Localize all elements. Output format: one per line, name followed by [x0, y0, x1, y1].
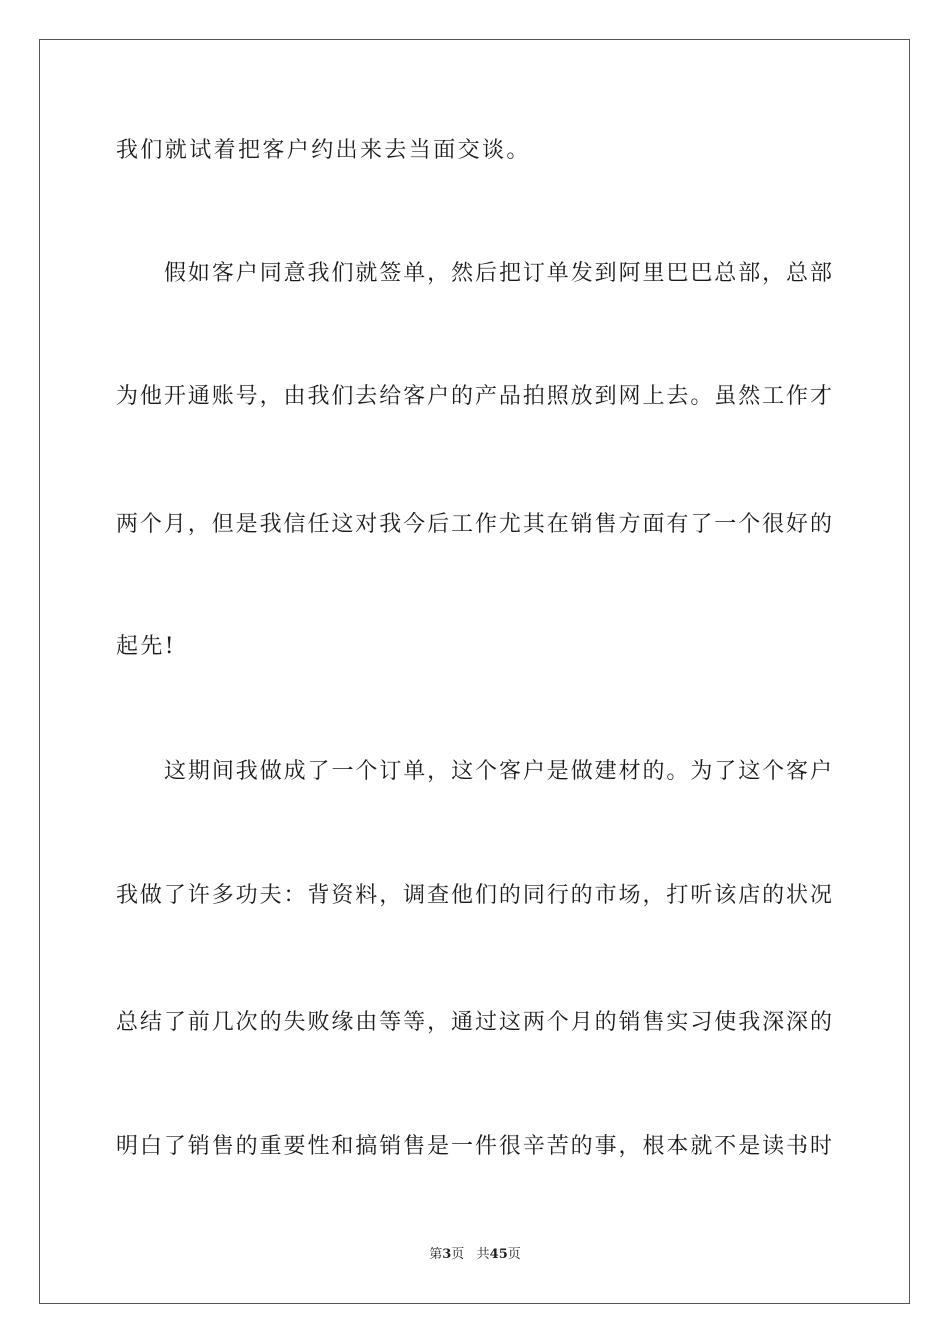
page-prefix: 第	[429, 1247, 443, 1262]
text-line-2: 假如客户同意我们就签单，然后把订单发到阿里巴巴总部，总部	[164, 261, 832, 286]
text-line-3: 为他开通账号，由我们去给客户的产品拍照放到网上去。虽然工作才	[116, 384, 832, 409]
text-line-7: 我做了许多功夫：背资料，调查他们的同行的市场，打听该店的状况	[116, 883, 832, 908]
page-mid: 页 共	[451, 1247, 490, 1262]
text-line-9: 明白了销售的重要性和搞销售是一件很辛苦的事，根本就不是读书时	[116, 1134, 832, 1159]
total-page-number: 45	[489, 1247, 508, 1262]
text-line-5: 起先!	[116, 634, 177, 659]
text-line-6: 这期间我做成了一个订单，这个客户是做建材的。为了这个客户	[164, 759, 832, 784]
current-page-number: 3	[442, 1247, 452, 1262]
page-suffix: 页	[507, 1247, 521, 1262]
page-frame	[39, 39, 910, 1304]
text-line-4: 两个月，但是我信任这对我今后工作尤其在销售方面有了一个很好的	[116, 512, 832, 537]
page-footer	[0, 1247, 950, 1263]
text-line-8: 总结了前几次的失败缘由等等，通过这两个月的销售实习使我深深的	[116, 1010, 832, 1035]
text-line-1: 我们就试着把客户约出来去当面交谈。	[116, 138, 531, 163]
